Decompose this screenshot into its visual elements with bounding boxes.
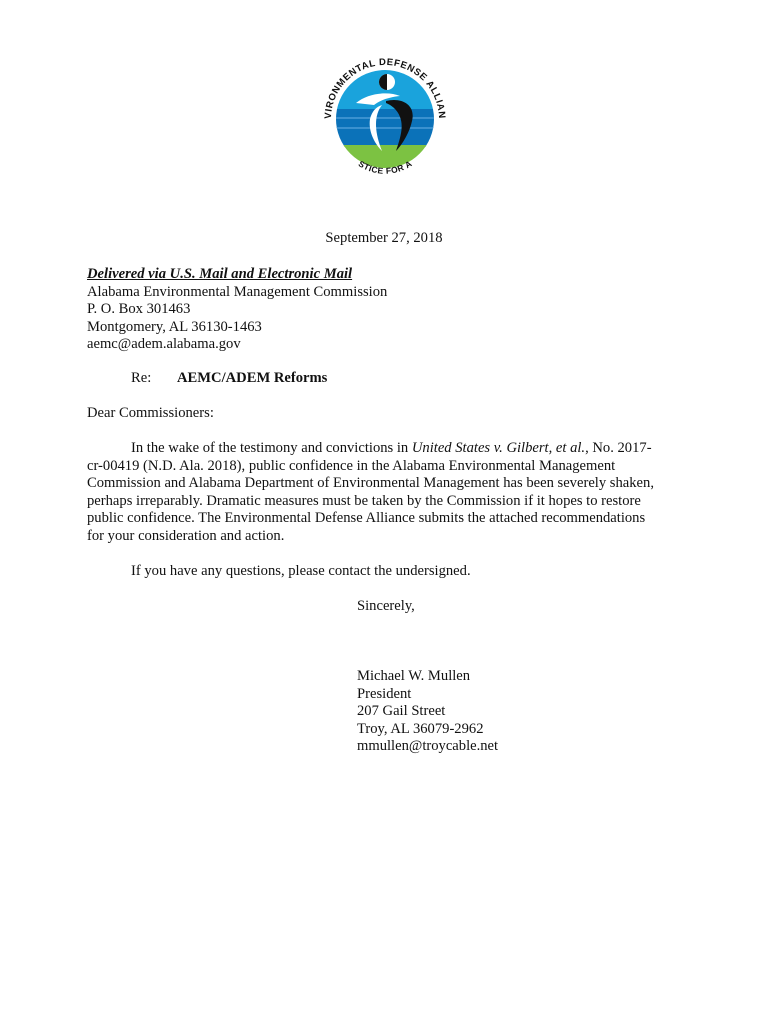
recipient-name: Alabama Environmental Management Commission	[87, 283, 388, 300]
logo-top-text: VIRONMENTAL DEFENSE ALLIAN	[322, 56, 448, 120]
body-line: perhaps irreparably. Dramatic measures must be taken by the Commission if it hopes to restore	[87, 492, 641, 509]
salutation: Dear Commissioners:	[87, 405, 214, 421]
signer-city-state-zip: Troy, AL 36079-2962	[357, 720, 484, 737]
subject-label: Re:	[131, 370, 152, 386]
organization-logo	[316, 47, 454, 185]
recipient-city-state-zip: Montgomery, AL 36130-1463	[87, 318, 262, 335]
letter-date: September 27, 2018	[325, 230, 443, 246]
subject-line	[131, 370, 327, 388]
body-text: , No. 2017-	[585, 440, 652, 456]
body-line: Commission and Alabama Department of Environmental Management has been severely shaken,	[87, 475, 654, 491]
body-line: for your consideration and action.	[87, 527, 285, 544]
recipient-email: aemc@adem.alabama.gov	[87, 336, 241, 352]
environmental-defense-alliance-logo	[316, 47, 454, 185]
signer-email: mmullen@troycable.net	[357, 738, 499, 754]
subject-text: AEMC/ADEM Reforms	[177, 370, 328, 386]
recipient-address-block	[87, 266, 387, 354]
body-text: In the wake of the testimony and convictions in	[131, 440, 412, 456]
delivery-method: Delivered via U.S. Mail and Electronic Mail	[87, 266, 353, 282]
body-paragraph	[87, 440, 679, 545]
body-line: cr-00419 (N.D. Ala. 2018), public confidence in the Alabama Environmental Management	[87, 457, 616, 474]
closing: Sincerely,	[357, 598, 415, 614]
body-line: public confidence. The Environmental Defense Alliance submits the attached recommendations	[87, 510, 646, 526]
signature-block	[357, 668, 498, 756]
closing-paragraph: If you have any questions, please contact the undersigned.	[131, 563, 471, 579]
case-citation: United States v. Gilbert, et al.	[411, 440, 586, 456]
signer-street: 207 Gail Street	[357, 703, 446, 719]
logo-bottom-text: STICE FOR A	[356, 158, 414, 176]
body-line	[87, 440, 679, 458]
signer-title: President	[357, 685, 412, 702]
recipient-po-box: P. O. Box 301463	[87, 301, 191, 317]
signer-name: Michael W. Mullen	[357, 668, 471, 684]
